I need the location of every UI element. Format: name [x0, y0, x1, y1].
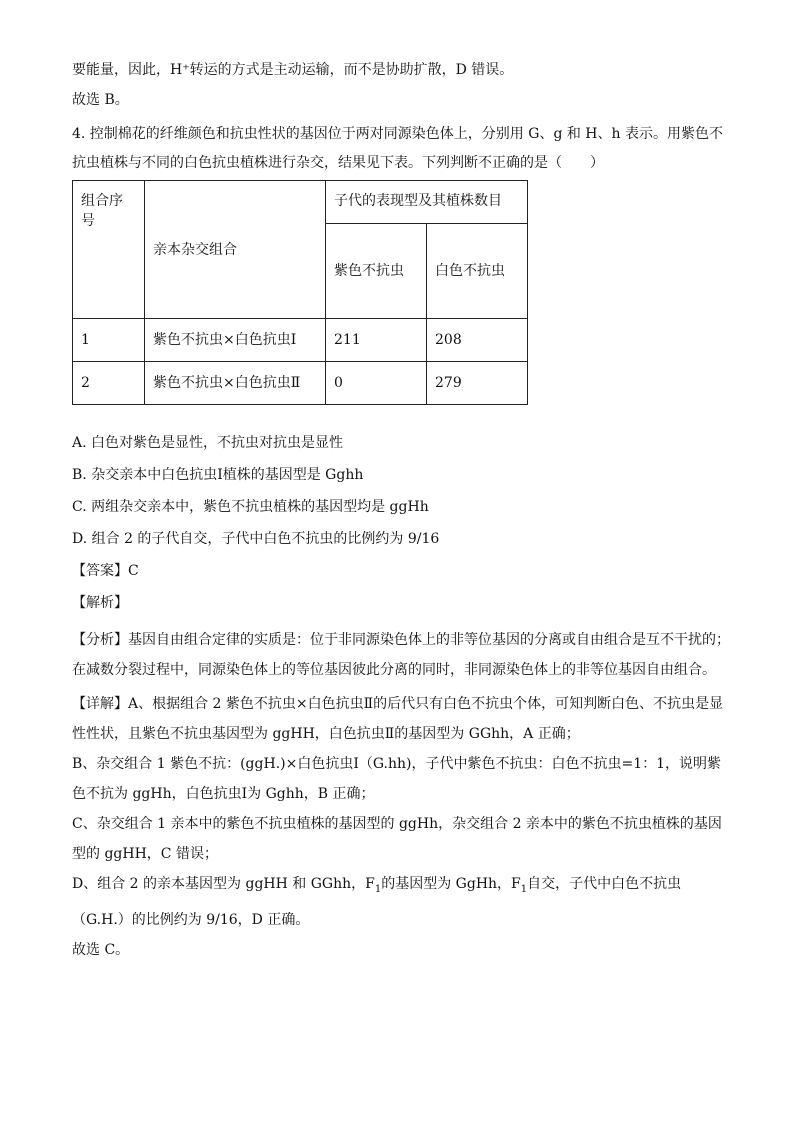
option-d: D. 组合 2 的子代自交，子代中白色不抗虫的比例约为 9/16 — [72, 531, 440, 547]
option-a: A. 白色对紫色是显性，不抗虫对抗虫是显性 — [72, 435, 344, 451]
table-row — [73, 362, 528, 405]
cell-white-count: 208 — [427, 319, 528, 362]
header-white-nonresistant: 白色不抗虫 — [427, 224, 528, 319]
fenxi-text: 基因自由组合定律的实质是：位于非同源染色体上的非等位基因的分离或自由组合是互不干扰的；在减数分裂过程中，同源染色体上的等位基因彼此分离的同时，非同源染色体上的非等位基因自由组合。 — [72, 632, 730, 678]
subscript-1: 1 — [374, 883, 382, 895]
xiangjie-d-part2: 的基因型为 GgHh，F — [381, 876, 521, 892]
xiangjie-label: 【详解】 — [72, 696, 128, 712]
option-c: C. 两组杂交亲本中，紫色不抗虫植株的基因型均是 ggHh — [72, 499, 429, 515]
answer-label: 【答案】 — [72, 563, 128, 579]
cell-purple-count: 211 — [326, 319, 427, 362]
header-purple-nonresistant: 紫色不抗虫 — [326, 224, 427, 319]
cell-group: 1 — [73, 319, 145, 362]
xiangjie-d-part1: D、组合 2 的亲本基因型为 ggHH 和 GGhh，F — [72, 876, 375, 892]
header-group-number: 组合序号 — [73, 181, 145, 319]
fenxi-paragraph — [72, 625, 732, 685]
cross-results-table — [72, 180, 528, 405]
cell-group: 2 — [73, 362, 145, 405]
header-offspring: 子代的表现型及其植株数目 — [326, 181, 528, 224]
cell-cross: 紫色不抗虫×白色抗虫Ⅰ — [145, 319, 326, 362]
answer-value: C — [128, 563, 139, 579]
question-text: 4. 控制棉花的纤维颜色和抗虫性状的基因位于两对同源染色体上，分别用 G、g 和 H、h 表示。用紫色不抗虫植株与不同的白色抗虫植株进行杂交，结果见下表。下列判断不正确的是（ ） — [72, 126, 723, 171]
cell-white-count: 279 — [427, 362, 528, 405]
analysis-label: 【解析】 — [72, 595, 128, 611]
header-parent-cross: 亲本杂交组合 — [145, 181, 326, 319]
cell-cross: 紫色不抗虫×白色抗虫Ⅱ — [145, 362, 326, 405]
text-line: 故选 B。 — [72, 92, 129, 108]
answer-line — [72, 561, 732, 581]
xiangjie-paragraph-d — [72, 869, 732, 935]
table-row — [73, 319, 528, 362]
xiangjie-paragraph-a — [72, 689, 732, 749]
text-line: 要能量，因此，H⁺转运的方式是主动运输，而不是协助扩散，D 错误。 — [72, 62, 514, 78]
option-b: B. 杂交亲本中白色抗虫Ⅰ植株的基因型是 Gghh — [72, 467, 364, 483]
final-choice: 故选 C。 — [72, 941, 130, 958]
fenxi-label: 【分析】 — [72, 632, 128, 648]
xiangjie-paragraph-c: C、杂交组合 1 亲本中的紫色不抗虫植株的基因型的 ggHh，杂交组合 2 亲本中的紫色不抗虫植株的基因型的 ggHH，C 错误； — [72, 816, 722, 862]
cell-purple-count: 0 — [326, 362, 427, 405]
subscript-1: 1 — [520, 883, 528, 895]
xiangjie-paragraph-b: B、杂交组合 1 紫色不抗：(ggH.)×白色抗虫Ⅰ（G.hh)，子代中紫色不抗虫：白色不抗虫=1：1，说明紫色不抗为 ggHh，白色抗虫Ⅰ为 Gghh，B 正确； — [72, 756, 722, 802]
xiangjie-d-part3: 自交，子代中白色不抗虫（G.H.）的比例约为 9/16，D 正确。 — [72, 876, 682, 928]
xiangjie-a-text: A、根据组合 2 紫色不抗虫×白色抗虫Ⅱ的后代只有白色不抗虫个体，可知判断白色、不抗虫是显性性状，且紫色不抗虫基因型为 ggHH，白色抗虫Ⅱ的基因型为 GGhh，A 正确； — [72, 696, 724, 742]
document-page — [72, 60, 732, 965]
